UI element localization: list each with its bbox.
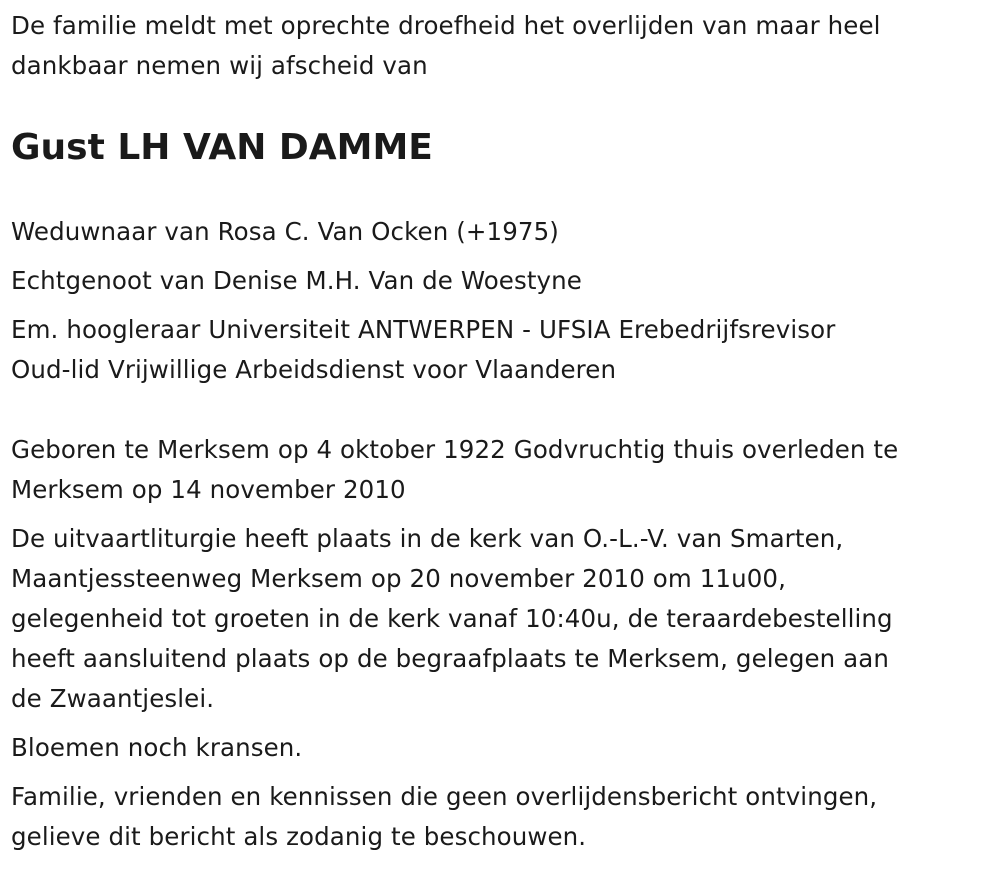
funeral-text: De uitvaartliturgie heeft plaats in de kerk van O.-L.-V. van Smarten, Maantjessteenweg Merksem op 20 november 2010 om 11u00, gelegenheid tot groeten in de kerk vanaf 10:40u, de teraardebestelling heeft aansluitend plaats op de begraafplaats te Merksem, gelegen aan de Zwaantjeslei. (11, 524, 893, 713)
flowers-text: Bloemen noch kransen. (11, 733, 303, 762)
deceased-name: Gust LH VAN DAMME (11, 127, 433, 168)
titles-text: Em. hoogleraar Universiteit ANTWERPEN - UFSIA Erebedrijfsrevisor Oud-lid Vrijwillige Arbeidsdienst voor Vlaanderen (11, 315, 836, 384)
spouse-line: Echtgenoot van Denise M.H. Van de Woestyne (11, 266, 582, 295)
birth-death-text: Geboren te Merksem op 4 oktober 1922 Godvruchtig thuis overleden te Merksem op 14 november 2010 (11, 435, 899, 504)
closing-text: Familie, vrienden en kennissen die geen overlijdensbericht ontvingen, gelieve dit bericht als zodanig te beschouwen. (11, 782, 878, 851)
intro-text: De familie meldt met oprechte droefheid het overlijden van maar heel dankbaar nemen wij afscheid van (11, 11, 881, 80)
widower-line: Weduwnaar van Rosa C. Van Ocken (+1975) (11, 217, 559, 246)
